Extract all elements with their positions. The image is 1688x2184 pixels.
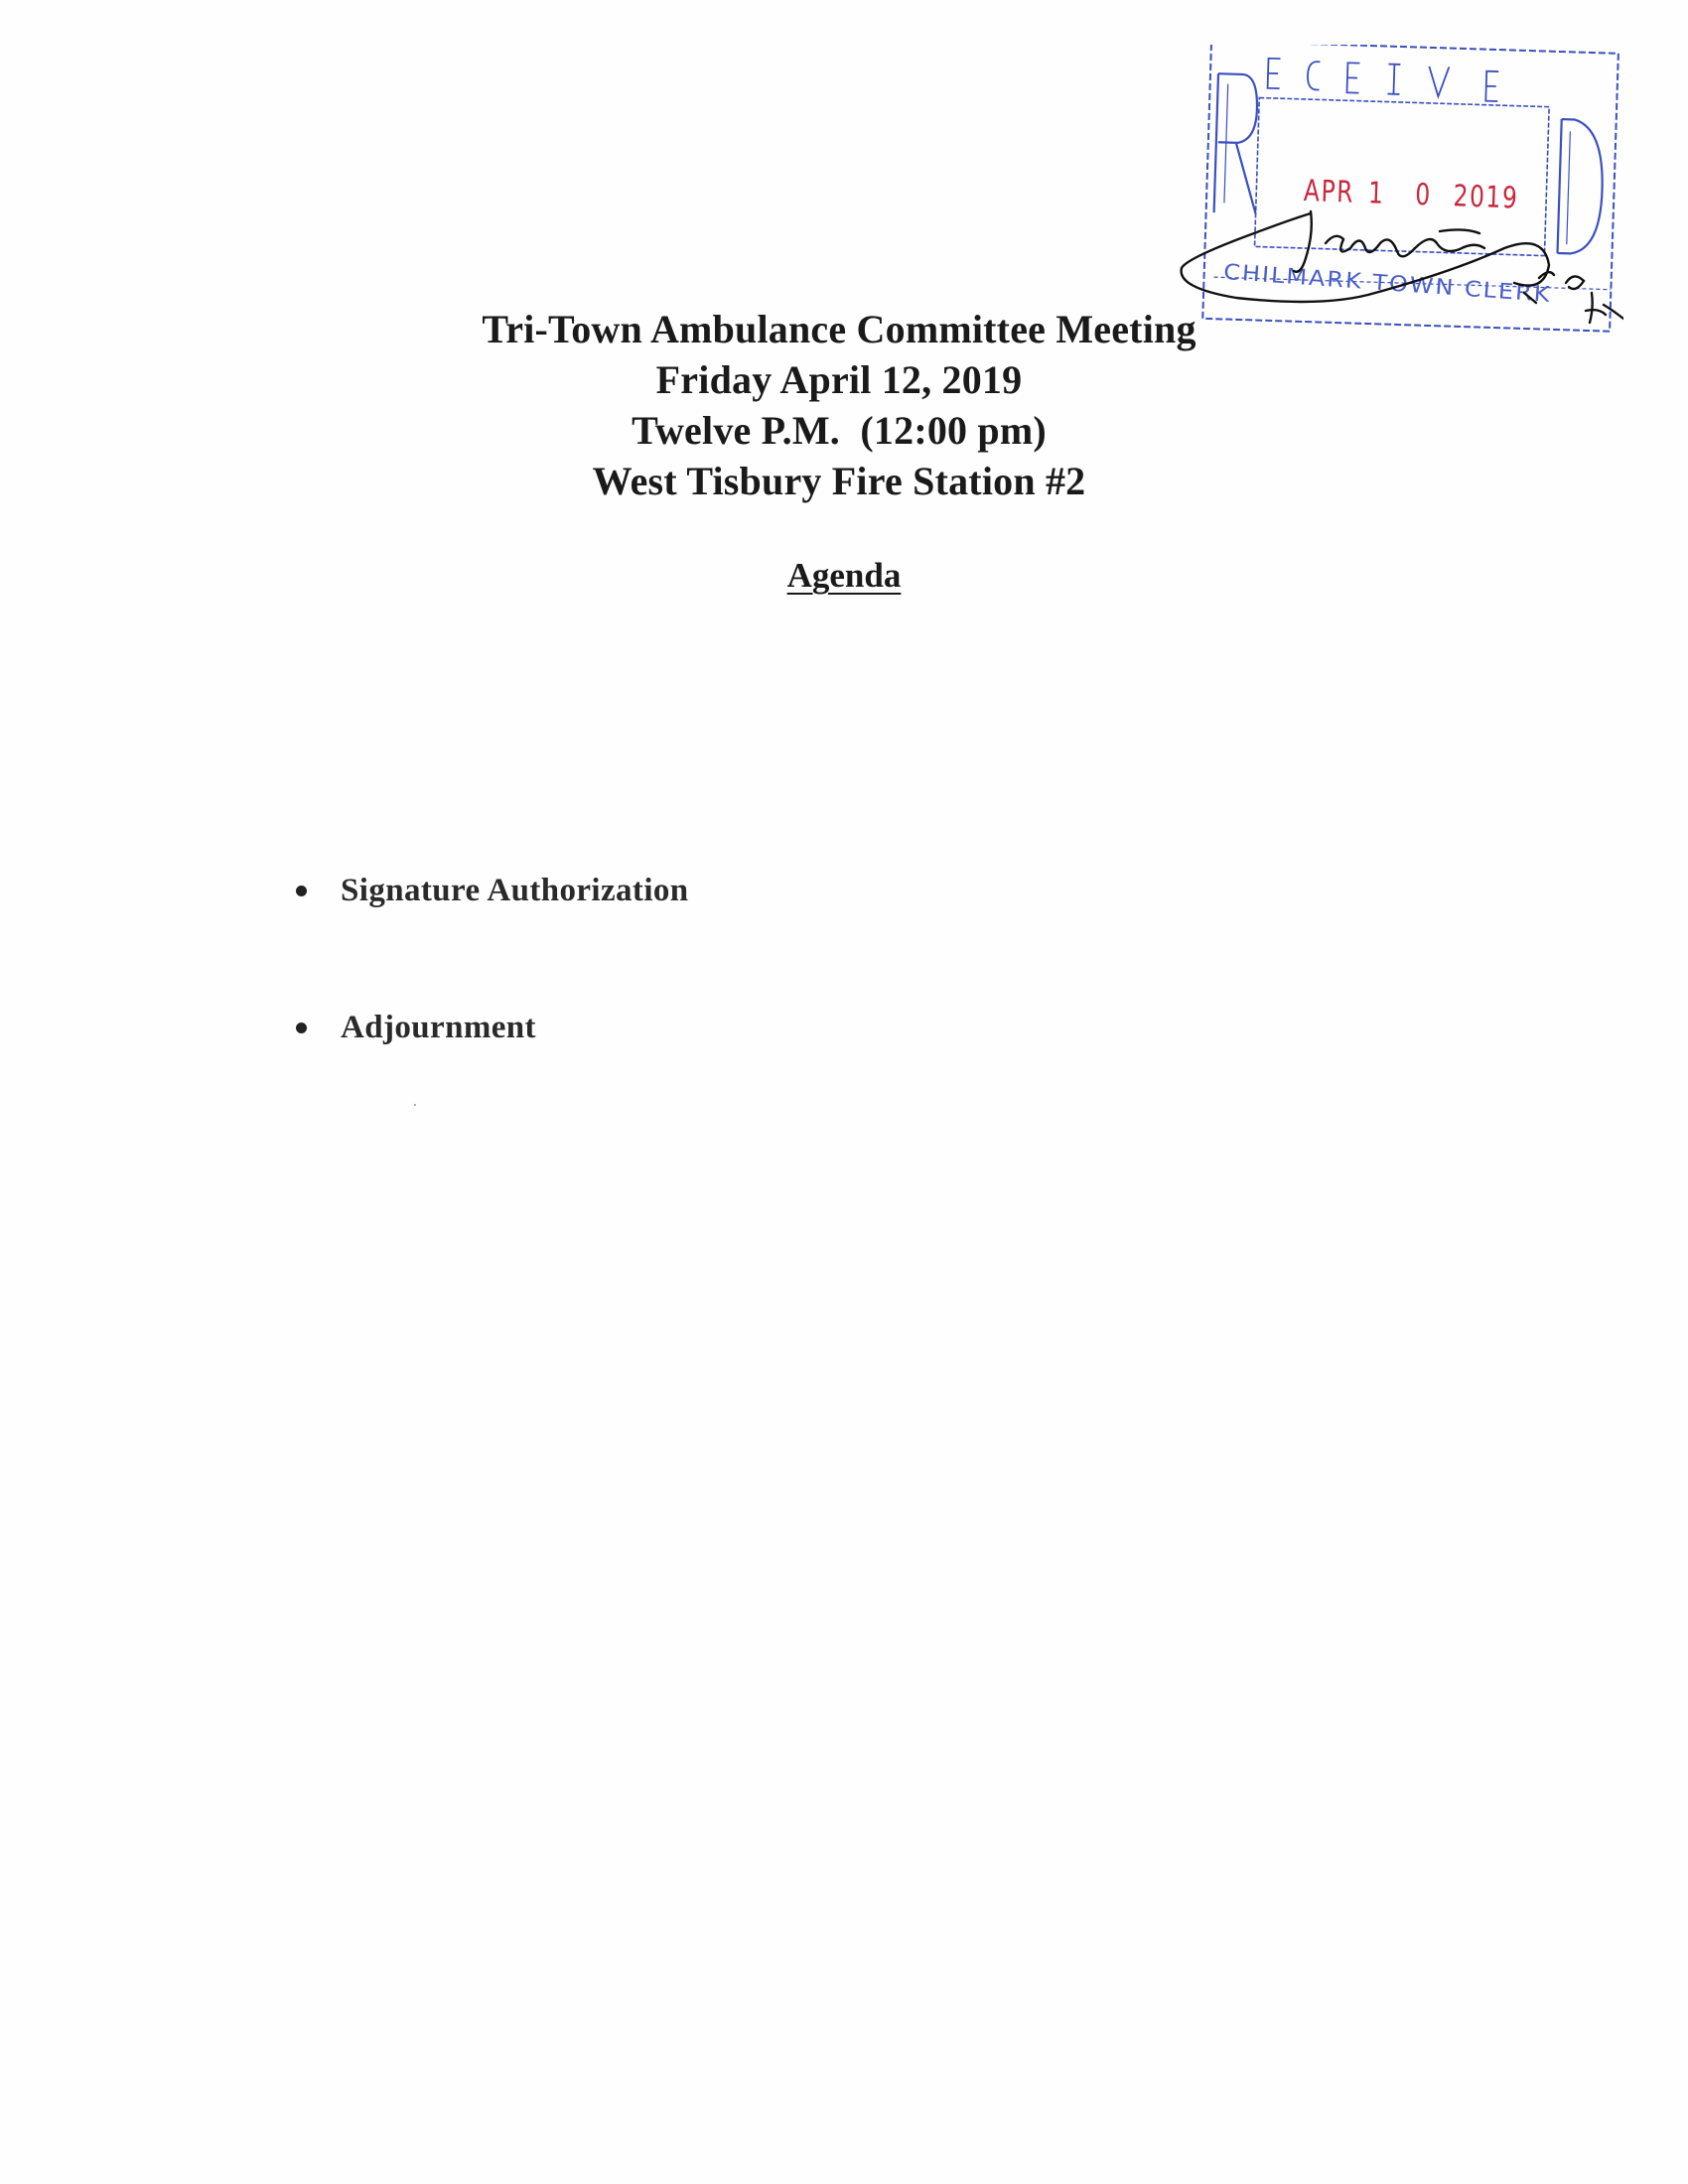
agenda-item-label: Adjournment — [341, 1009, 536, 1045]
meeting-title: Tri-Town Ambulance Committee Meeting — [482, 307, 1196, 351]
meeting-date: Friday April 12, 2019 — [655, 357, 1023, 402]
stamp-date: APR 1 0 2019 — [1303, 174, 1519, 216]
list-item — [296, 1004, 689, 1051]
meeting-header — [0, 304, 1688, 506]
agenda-item-label: Signature Authorization — [341, 872, 689, 908]
bullet-icon — [296, 1023, 307, 1033]
agenda-heading — [0, 556, 1688, 596]
agenda-heading-text: Agenda — [786, 556, 902, 595]
meeting-time: Twelve P.M. (12:00 pm) — [632, 408, 1047, 453]
meeting-location: West Tisbury Fire Station #2 — [592, 459, 1086, 503]
list-item — [296, 867, 689, 914]
scan-speck — [414, 1104, 416, 1106]
svg-text:CHILMARK TOWN CLERK: CHILMARK TOWN CLERK — [1222, 259, 1553, 308]
bullet-icon — [296, 886, 307, 896]
agenda-list — [296, 867, 689, 1141]
